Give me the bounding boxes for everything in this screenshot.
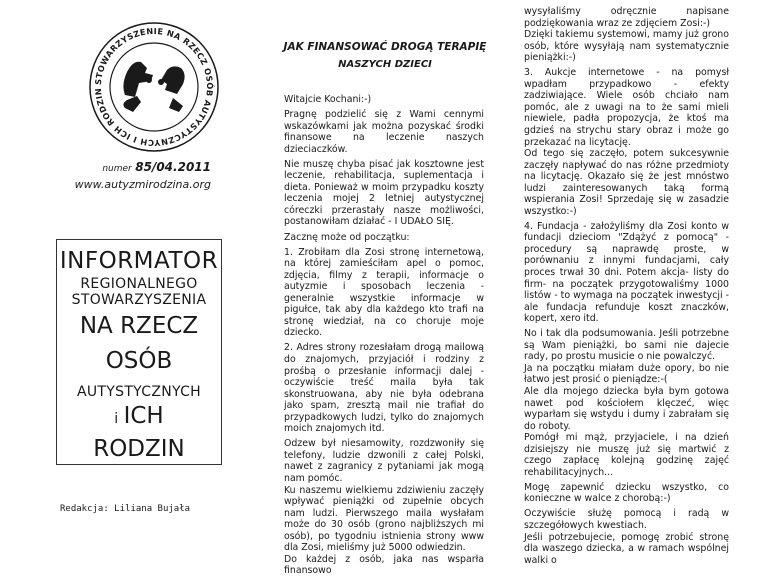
article-title <box>270 38 500 74</box>
paragraph: Pragnę podzielić się z Wami cennymi wskazówkami jak można pozyskać środki finansowe na leczenie naszych dzieciaczków. <box>284 109 484 155</box>
hands-icon <box>123 62 184 112</box>
issue-info <box>56 160 211 192</box>
paragraph: 4. Fundacja - założyliśmy dla Zosi konto w fundacji dzieciom "Zdążyć z pomocą" - procedury są naprawdę proste, w porównaniu z innymi fundacjami, cały proces trwał 30 dni. Potem akcja- listy do firm- na początek przygotowaliśmy 1000 listów - to wymaga na początek inwestycji - ale fundacja refunduje koszt znaczków, kopert, xero itd. <box>524 220 729 325</box>
paragraph: 2. Adres strony rozesłałam drogą mailową do znajomych, przyjaciół i rodziny z prośbą o przesłanie informacji dalej - oczywiście treść maila była tak skonstruowana, aby nie była odebrana jako spam, zresztą mail nie trafiał do przypadkowych ludzi, tylko do znajomych moich znajomych itd. <box>284 342 484 435</box>
website-link[interactable]: www.autyzmirodzina.org <box>74 178 211 191</box>
title-word-i: i <box>114 411 119 427</box>
paragraph: Witajcie Kochani:-) <box>284 94 372 105</box>
title-word-ich: ICH <box>123 403 164 429</box>
logo-emblem-icon <box>87 20 221 154</box>
article-column-1 <box>284 94 484 580</box>
article-column-2 <box>524 6 729 570</box>
paragraph: No i tak dla podsumowania. Jeśli potrzebne są Wam pieniążki, bo sami nie dajecie rady, po prostu musicie o nie powalczyć. Ja na początku miałam duże opory, bo nie łatwo jest prosić o pieniądze:-( Ale dla mojego dziecka była bym gotowa nawet pod kościołem klęczeć, więc wyparłam się wstydu i dumy i zabrałam się do roboty. Pomógł mi mąż, przyjaciele, i na dzień dzisiejszy nie muszę już się martwić z czego zapłacę kolejną godzinę zajęć rehabilitacyjnych... <box>524 328 729 478</box>
title-line-autystycznych: AUTYSTYCZNYCH <box>77 384 201 400</box>
article-title-line1: JAK FINANSOWAĆ DROGĄ TERAPIĘ <box>283 41 487 53</box>
title-line-i-ich <box>57 405 221 428</box>
title-line-informator: INFORMATOR <box>59 248 219 274</box>
paragraph: Odzew był niesamowity, rozdzwoniły się telefony, ludzie dzwonili z całej Polski, nawet z zagranicy z pytaniami jak mogą nam pomóc. Ku naszemu wielkiemu zdziwieniu zaczęły wpływać pieniążki od zupełnie obcych nam ludzi. Pierwszego maila wysłałam może do 30 osób (grono najbliższych mi osób), po tygodniu istnienia strony www dla Zosi, mieliśmy już 5000 odwiedzin. Do każdej z osób, jaka nas wsparła finansowo <box>284 438 484 577</box>
paragraph: 1. Zrobiłam dla Zosi stronę internetową, na której zamieściłam apel o pomoc, zdjęcia, filmy z terapii, informacje o autyzmie i sposobach leczenia - generalnie wszystkie informacje w pigułce, tak aby dla każdego kto trafi na stronę wiedział, na co choruje moje dziecko. <box>284 246 484 339</box>
title-line-regionalnego: REGIONALNEGO <box>80 276 198 292</box>
logo-ring-text: STOWARZYSZENIE NA RZECZ OSÓB AUTYSTYCZNYCH I ICH RODZIN <box>92 25 216 149</box>
association-logo <box>87 20 221 154</box>
title-line-rodzin: RODZIN <box>93 436 185 462</box>
paragraph: Nie muszę chyba pisać jak kosztowne jest leczenie, rehabilitacja, suplementacja i dieta. Ponieważ w moim przypadku koszty leczenia mojej 2 letniej autystycznej córeczki przerastały nasze możliwości, postanowiłam działać - I UDAŁO SIĘ. <box>284 158 484 228</box>
paragraph: 3. Aukcje internetowe - na pomysł wpadłam przypadkowo - efekty zadziwiające. Wiele osób chciało nam pomóc, ale z uwagi na to że sami mieli niewiele, padła propozycja, że ktoś ma gdzieś na strychu stary obraz i może go przekazać na licytację. Od tego się zaczęło, potem sukcesywnie zaczęły napływać do nas różne przedmioty na licytację. Okazało się że jest mnóstwo ludzi zainteresowanych taką formą wspierania Zosi! Sprzedaję się w zasadzie wszystko:-) <box>524 67 729 217</box>
paragraph: Zacznę może od początku: <box>284 231 410 243</box>
article-title-line2: NASZYCH DZIECI <box>338 59 432 70</box>
title-line-na-rzecz: NA RZECZ <box>79 313 199 339</box>
newsletter-title-box <box>56 239 222 465</box>
paragraph: Oczywiście służę pomocą i radą w szczegółowych kwestiach. Jeśli potrzebujecie, pomogę zrobić stronę dla waszego dziecka, a w ramach wspólnej walki o <box>524 508 729 566</box>
issue-label: numer <box>102 164 132 174</box>
title-line-stowarzyszenia: STOWARZYSZENIA <box>71 292 207 308</box>
editor-credit: Redakcja: Liliana Bujała <box>60 504 191 514</box>
title-line-osob: OSÓB <box>105 348 173 374</box>
paragraph: Mogę zapewnić dziecku wszystko, co konieczne w walce z chorobą:-) <box>524 481 729 505</box>
paragraph: wysyłaliśmy odręcznie napisane podziękowania wraz ze zdjęciem Zosi:-) Dzięki takiemu systemowi, mamy już grono osób, które wysyłają nam systematycznie pieniążki:-) <box>524 6 729 64</box>
issue-number: 85/04.2011 <box>135 160 211 174</box>
